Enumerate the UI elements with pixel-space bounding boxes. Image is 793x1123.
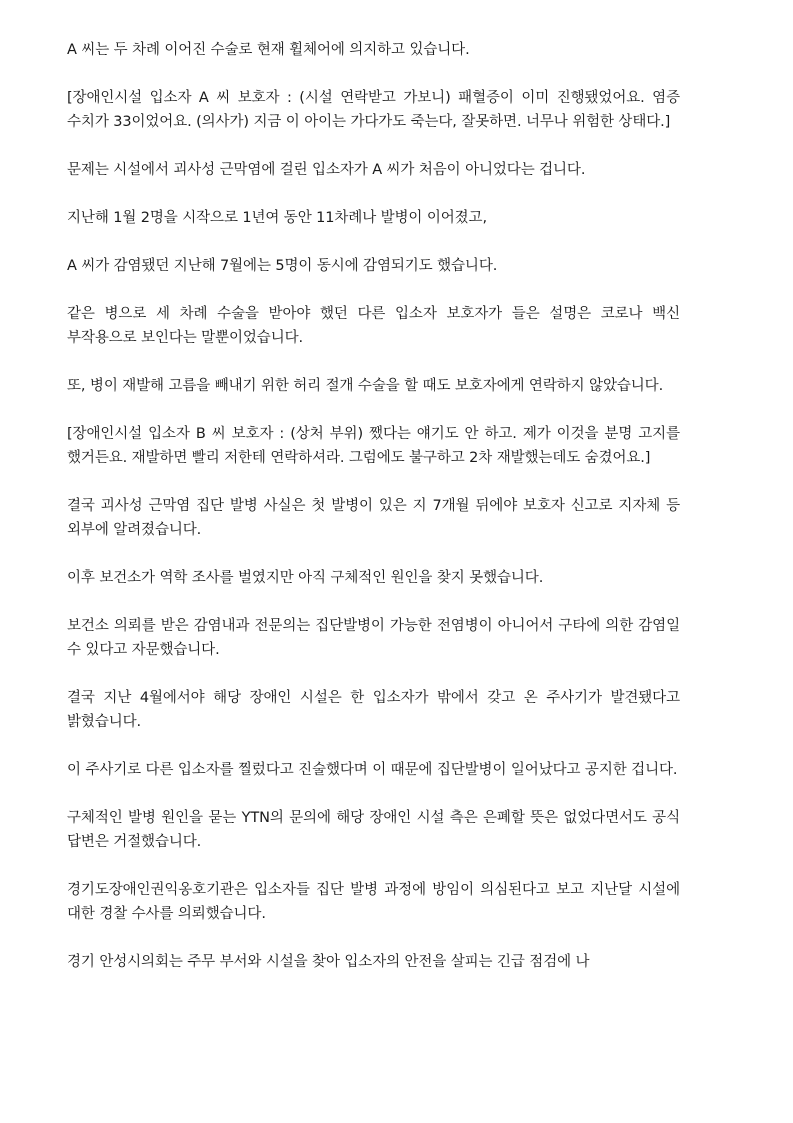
paragraph-4: 지난해 1월 2명을 시작으로 1년여 동안 11차례나 발병이 이어졌고, bbox=[67, 210, 487, 226]
paragraph-13: 이 주사기로 다른 입소자를 찔렀다고 진술했다며 이 때문에 집단발병이 일어났다고 공지한 겁니다. bbox=[67, 762, 678, 778]
paragraph-14: 구체적인 발병 원인을 묻는 YTN의 문의에 해당 장애인 시설 측은 은폐할 뜻은 없었다면서도 공식 답변은 거절했습니다. bbox=[67, 810, 680, 850]
paragraph-11: 보건소 의뢰를 받은 감염내과 전문의는 집단발병이 가능한 전염병이 아니어서 구타에 의한 감염일 수 있다고 자문했습니다. bbox=[67, 618, 680, 658]
paragraph-8-quote-guardian-b: [장애인시설 입소자 B 씨 보호자 : (상처 부위) 쨌다는 얘기도 안 하고. 제가 이것을 분명 고지를 했거든요. 재발하면 빨리 저한테 연락하셔라. 그럼에도 불구하고 2차 재발했는데도 숨겼어요.] bbox=[67, 426, 680, 466]
paragraph-7: 또, 병이 재발해 고름을 빼내기 위한 허리 절개 수술을 할 때도 보호자에게 연락하지 않았습니다. bbox=[67, 378, 664, 394]
article-body bbox=[67, 38, 680, 998]
paragraph-6: 같은 병으로 세 차례 수술을 받아야 했던 다른 입소자 보호자가 들은 설명은 코로나 백신 부작용으로 보인다는 말뿐이었습니다. bbox=[67, 306, 680, 346]
paragraph-5: A 씨가 감염됐던 지난해 7월에는 5명이 동시에 감염되기도 했습니다. bbox=[67, 258, 498, 274]
paragraph-16: 경기 안성시의회는 주무 부서와 시설을 찾아 입소자의 안전을 살피는 긴급 점검에 나 bbox=[67, 954, 590, 970]
paragraph-9: 결국 괴사성 근막염 집단 발병 사실은 첫 발병이 있은 지 7개월 뒤에야 보호자 신고로 지자체 등 외부에 알려졌습니다. bbox=[67, 498, 680, 538]
paragraph-12: 결국 지난 4월에서야 해당 장애인 시설은 한 입소자가 밖에서 갖고 온 주사기가 발견됐다고 밝혔습니다. bbox=[67, 690, 680, 730]
paragraph-2-quote-guardian-a: [장애인시설 입소자 A 씨 보호자 : (시설 연락받고 가보니) 패혈증이 이미 진행됐었어요. 염증 수치가 33이었어요. (의사가) 지금 이 아이는 가다가도 죽는다, 잘못하면. 너무나 위험한 상태다.] bbox=[67, 90, 680, 130]
paragraph-3: 문제는 시설에서 괴사성 근막염에 걸린 입소자가 A 씨가 처음이 아니었다는 겁니다. bbox=[67, 162, 586, 178]
paragraph-15: 경기도장애인권익옹호기관은 입소자들 집단 발병 과정에 방임이 의심된다고 보고 지난달 시설에 대한 경찰 수사를 의뢰했습니다. bbox=[67, 882, 680, 922]
paragraph-10: 이후 보건소가 역학 조사를 벌였지만 아직 구체적인 원인을 찾지 못했습니다. bbox=[67, 570, 544, 586]
paragraph-1: A 씨는 두 차례 이어진 수술로 현재 휠체어에 의지하고 있습니다. bbox=[67, 42, 470, 58]
